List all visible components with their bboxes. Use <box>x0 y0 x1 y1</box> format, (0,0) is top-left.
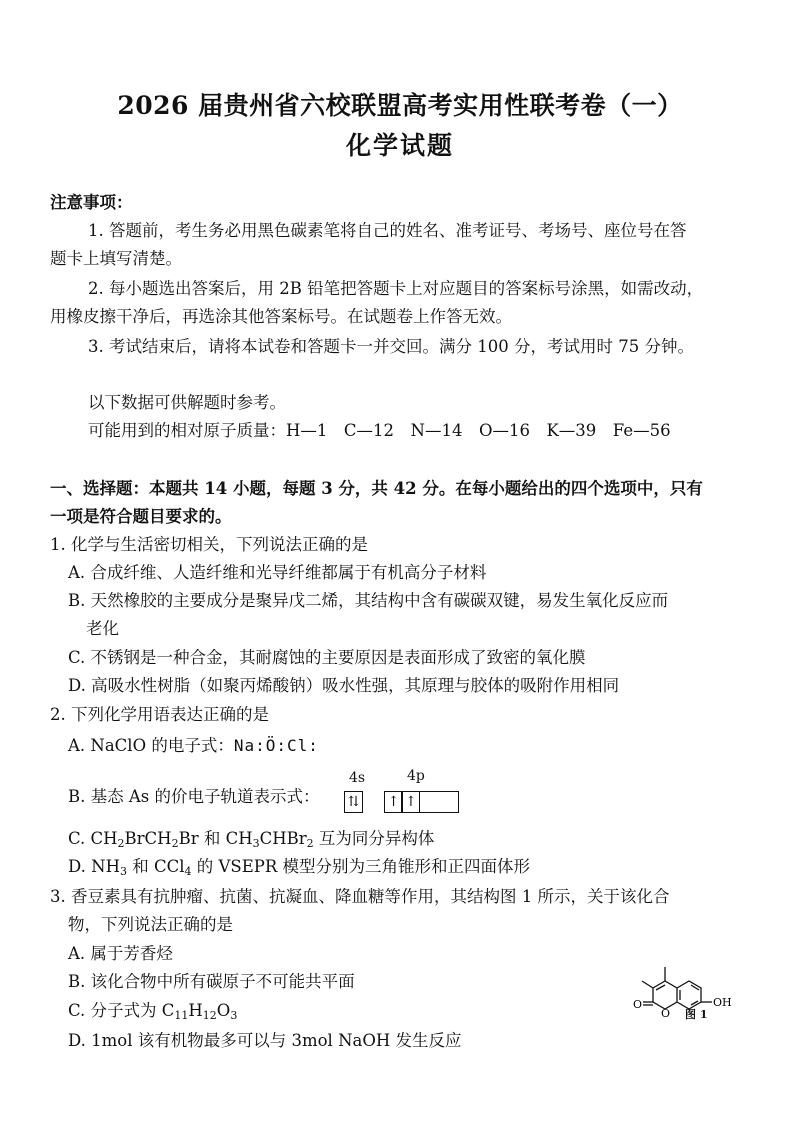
q3-option-c: C. 分子式为 $C_{11}H_{12}O_3$ <box>68 1001 238 1022</box>
q1-option-d: D. 高吸水性树脂（如聚丙烯酸钠）吸水性强，其原理与胶体的吸附作用相同 <box>68 676 620 695</box>
q3-option-d: D. 1mol 该有机物最多可以与 3mol NaOH 发生反应 <box>68 1031 462 1050</box>
orbital-box-4p-2: ↑ <box>401 791 420 813</box>
q2-stem: 2. 下列化学用语表达正确的是 <box>50 705 269 724</box>
q1-option-b-cont: 老化 <box>86 619 119 638</box>
q2-option-c: C. $CH_2BrCH_2Br$ 和 $CH_3CHBr_2$ 互为同分异构体 <box>68 829 435 850</box>
subject-title: 化学试题 <box>345 131 454 160</box>
notice-item-2-cont: 用橡皮擦干净后，再选涂其他答案标号。在试题卷上作答无效。 <box>50 307 512 326</box>
q1-option-a: A. 合成纤维、人造纤维和光导纤维都属于有机高分子材料 <box>68 563 487 582</box>
q1-option-c: C. 不锈钢是一种合金，其耐腐蚀的主要原因是表面形成了致密的氧化膜 <box>68 648 586 667</box>
orbital-label-4p: 4p <box>407 768 425 784</box>
exam-title: 2026 届贵州省六校联盟高考实用性联考卷（一） <box>117 91 683 120</box>
nacio-lewis-formula: Na:Ö:Cl: <box>233 736 319 755</box>
orbital-label-4s: 4s <box>349 770 366 786</box>
orbital-box-4p-3 <box>419 791 459 813</box>
q2-option-d: D. $NH_3$ 和 CCl$_4$ 的 VSEPR 模型分别为三角锥形和正四面体形 <box>68 857 531 878</box>
notice-heading: 注意事项： <box>50 193 133 212</box>
notice-item-1-cont: 题卡上填写清楚。 <box>50 249 182 268</box>
section-heading: 一、选择题：本题共 14 小题，每题 3 分，共 42 分。在每小题给出的四个选项中，只有 <box>50 479 703 498</box>
notice-item-1: 1. 答题前，考生务必用黑色碳素笔将自己的姓名、准考证号、考场号、座位号在答 <box>88 221 687 240</box>
section-heading-cont: 一项是符合题目要求的。 <box>50 507 232 526</box>
carbonyl-o-label: O <box>633 998 643 1011</box>
q3-stem-cont: 物，下列说法正确的是 <box>68 915 233 934</box>
atomic-masses: 可能用到的相对原子质量：H—1 C—12 N—14 O—16 K—39 Fe—56 <box>88 421 671 440</box>
notice-item-2: 2. 每小题选出答案后，用 2B 铅笔把答题卡上对应题目的答案标号涂黑，如需改动， <box>88 279 704 298</box>
orbital-box-4p-1: ↑ <box>384 791 403 813</box>
as-orbital-diagram <box>344 770 474 820</box>
q2-option-a <box>68 735 319 757</box>
oh-label: OH <box>713 996 732 1009</box>
figure-caption: 图 1 <box>685 1008 708 1021</box>
q1-option-b: B. 天然橡胶的主要成分是聚异戊二烯，其结构中含有碳碳双键，易发生氧化反应而 <box>68 591 669 610</box>
reference-intro: 以下数据可供解题时参考。 <box>88 393 286 412</box>
q3-stem: 3. 香豆素具有抗肿瘤、抗菌、抗凝血、降血糖等作用，其结构图 1 所示，关于该化合 <box>50 887 670 906</box>
methyl-3 <box>642 981 653 988</box>
orbital-box-4s: ⇅ <box>344 791 363 813</box>
q1-stem: 1. 化学与生活密切相关，下列说法正确的是 <box>50 535 368 554</box>
ring-o-label: O <box>661 1007 671 1020</box>
q2-option-a-text: A. NaClO 的电子式： <box>68 736 234 755</box>
q2-option-b: B. 基态 As 的价电子轨道表示式： <box>68 787 320 806</box>
q3-option-b: B. 该化合物中所有碳原子不可能共平面 <box>68 972 355 991</box>
notice-item-3: 3. 考试结束后，请将本试卷和答题卡一并交回。满分 100 分，考试用时 75 分钟。 <box>88 337 694 356</box>
q3-option-a: A. 属于芳香烃 <box>68 944 173 963</box>
